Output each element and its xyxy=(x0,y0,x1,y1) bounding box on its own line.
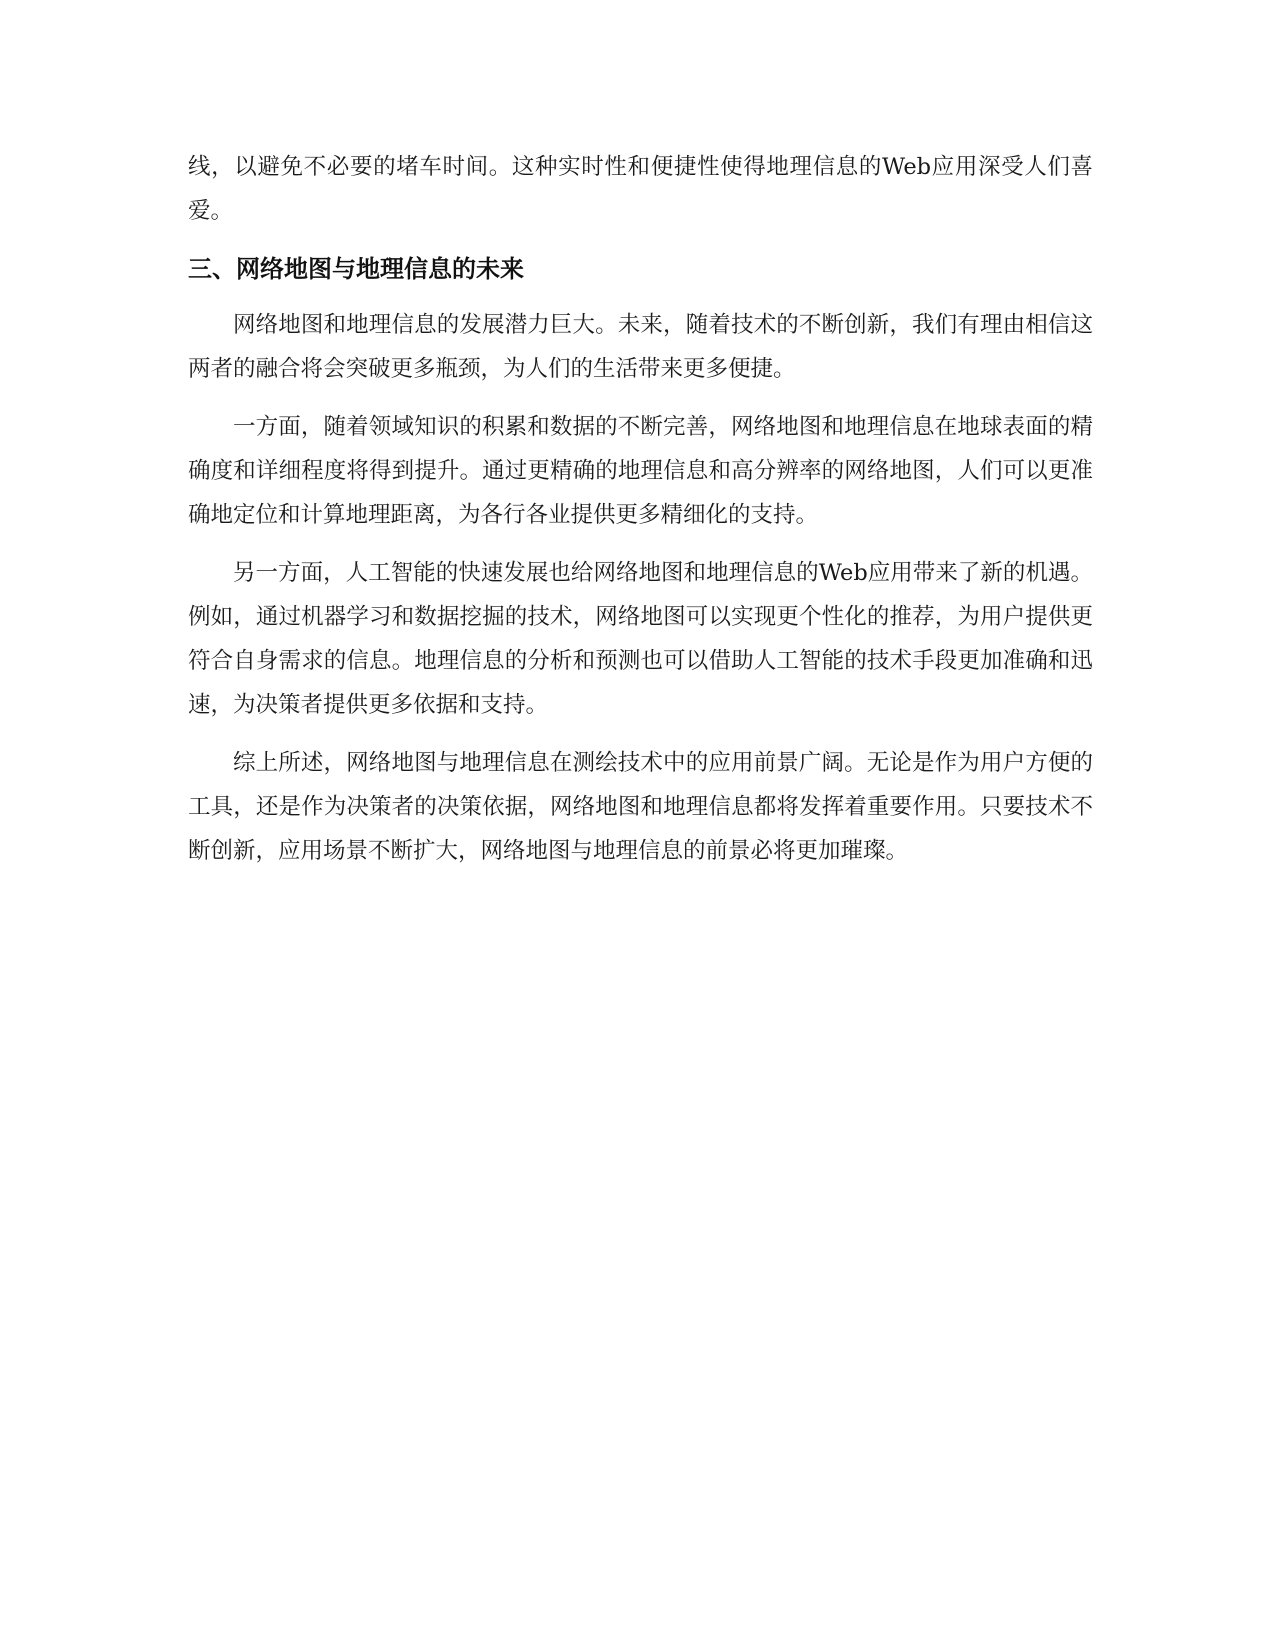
paragraph-2: 一方面，随着领域知识的积累和数据的不断完善，网络地图和地理信息在地球表面的精确度和详细程度将得到提升。通过更精确的地理信息和高分辨率的网络地图，人们可以更准确地定位和计算地理距离，为各行各业提供更多精细化的支持。 xyxy=(188,414,1093,528)
continuation-paragraph: 线，以避免不必要的堵车时间。这种实时性和便捷性使得地理信息的Web应用深受人们喜爱。 xyxy=(188,154,1093,224)
section-heading: 三、网络地图与地理信息的未来 xyxy=(188,255,524,283)
document-page xyxy=(188,145,1093,887)
paragraph-4: 综上所述，网络地图与地理信息在测绘技术中的应用前景广阔。无论是作为用户方便的工具，还是作为决策者的决策依据，网络地图和地理信息都将发挥着重要作用。只要技术不断创新，应用场景不断扩大，网络地图与地理信息的前景必将更加璀璨。 xyxy=(188,750,1093,864)
paragraph-1: 网络地图和地理信息的发展潜力巨大。未来，随着技术的不断创新，我们有理由相信这两者的融合将会突破更多瓶颈，为人们的生活带来更多便捷。 xyxy=(188,312,1093,382)
paragraph-3: 另一方面，人工智能的快速发展也给网络地图和地理信息的Web应用带来了新的机遇。例如，通过机器学习和数据挖掘的技术，网络地图可以实现更个性化的推荐，为用户提供更符合自身需求的信息。地理信息的分析和预测也可以借助人工智能的技术手段更加准确和迅速，为决策者提供更多依据和支持。 xyxy=(188,560,1093,718)
